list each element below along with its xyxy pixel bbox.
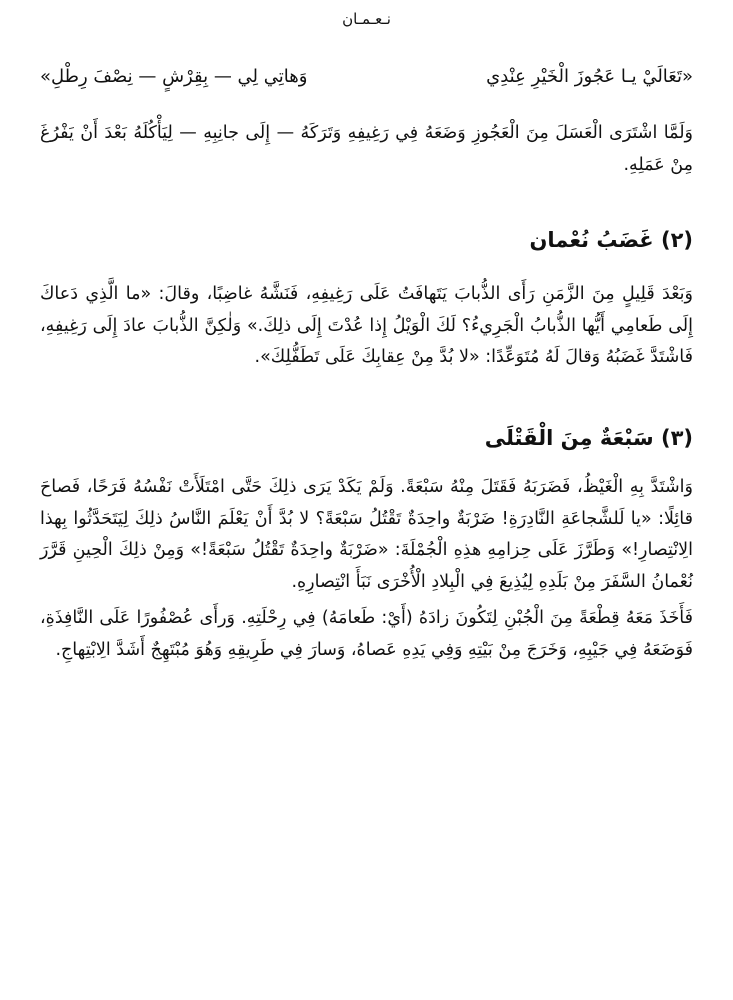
verse-line: [40, 62, 693, 92]
paragraph-honey: وَلَمَّا اشْتَرَى الْعَسَلَ مِنَ الْعَجُوزِ وَضَعَهُ فِي رَغِيفِهِ وَتَرَكَهُ — إِلَى جانِبِهِ — لِيَأْكُلَهُ بَعْدَ أَنْ يَفْرُغَ مِنْ عَمَلِهِ.: [40, 123, 693, 175]
paragraph-anger: وَبَعْدَ قَلِيلٍ مِنَ الزَّمَنِ رَأَى الذُّبابَ يَتَهافَتُ عَلَى رَغِيفِهِ، فَنَشَّهُ غاضِبًا، وقالَ: «ما الَّذِي دَعاكَ إِلَى طَعامِي أَيُّها الذُّبابُ الْجَرِيءُ؟ لَكَ الْوَيْلُ إِذا عُدْتَ إِلَى ذلِكَ.» وَلٰكِنَّ الذُّبابَ عادَ إِلَى رَغِيفِهِ، فَاشْتَدَّ غَضَبُهُ وَقالَ لَهُ مُتَوَعِّدًا: «لا بُدَّ مِنْ عِقابِكَ عَلَى تَطَفُّلِكَ».: [40, 284, 693, 367]
paragraph-journey: فَأَخَذَ مَعَهُ قِطْعَةً مِنَ الْجُبْنِ لِتَكُونَ زادَهُ (أَيْ: طَعامَهُ) فِي رِحْلَتِهِ. وَرأَى عُصْفُورًا عَلَى النَّافِذَةِ، فَوَضَعَهُ فِي جَيْبِهِ، وَخَرَجَ مِنْ بَيْتِهِ وَفِي يَدِهِ عَصاهُ، وَسارَ فِي طَرِيقِهِ وَهُوَ مُبْتَهِجٌ أَشَدَّ الِابْتِهاجِ.: [40, 608, 693, 660]
section-heading-2: (٢) غَضَبُ نُعْمان: [529, 228, 693, 252]
verse-hemistich-right: «تَعَالَيْ يـا عَجُوزَ الْخَيْرِ عِنْدِي: [486, 66, 693, 87]
running-head: نـعـمـان: [342, 10, 391, 28]
paragraph-seven-killed: وَاشْتَدَّ بِهِ الْغَيْظُ، فَضَرَبَهُ فَقَتَلَ مِنْهُ سَبْعَةً. وَلَمْ يَكَدْ يَرَى ذلِكَ حَتَّى امْتَلَأَتْ نَفْسُهُ فَرَحًا، فَصاحَ قائِلًا: «يا لَلشَّجاعَةِ النَّادِرَةِ! ضَرْبَةٌ واحِدَةٌ تَقْتُلُ سَبْعَةً؟ لا بُدَّ أَنْ يَعْلَمَ النَّاسُ ذلِكَ لِيَتَحَدَّثُوا بِهذا الِانْتِصارِ!» وَطَرَّزَ عَلَى حِزامِهِ هذِهِ الْجُمْلَةَ: «ضَرْبَةٌ واحِدَةٌ تَقْتُلُ سَبْعَةً!» وَمِنْ ذلِكَ الْحِينِ قَرَّرَ نُعْمانُ السَّفَرَ مِنْ بَلَدِهِ لِيُذِيعَ فِي الْبِلادِ الْأُخْرَى نَبَأَ انْتِصارِهِ.: [40, 477, 693, 592]
section-heading-3: (٣) سَبْعَةٌ مِنَ الْقَتْلَى: [484, 426, 693, 450]
verse-hemistich-left: وَهاتِي لِي — بِقِرْشٍ — نِصْفَ رِطْلِ»: [40, 66, 308, 87]
